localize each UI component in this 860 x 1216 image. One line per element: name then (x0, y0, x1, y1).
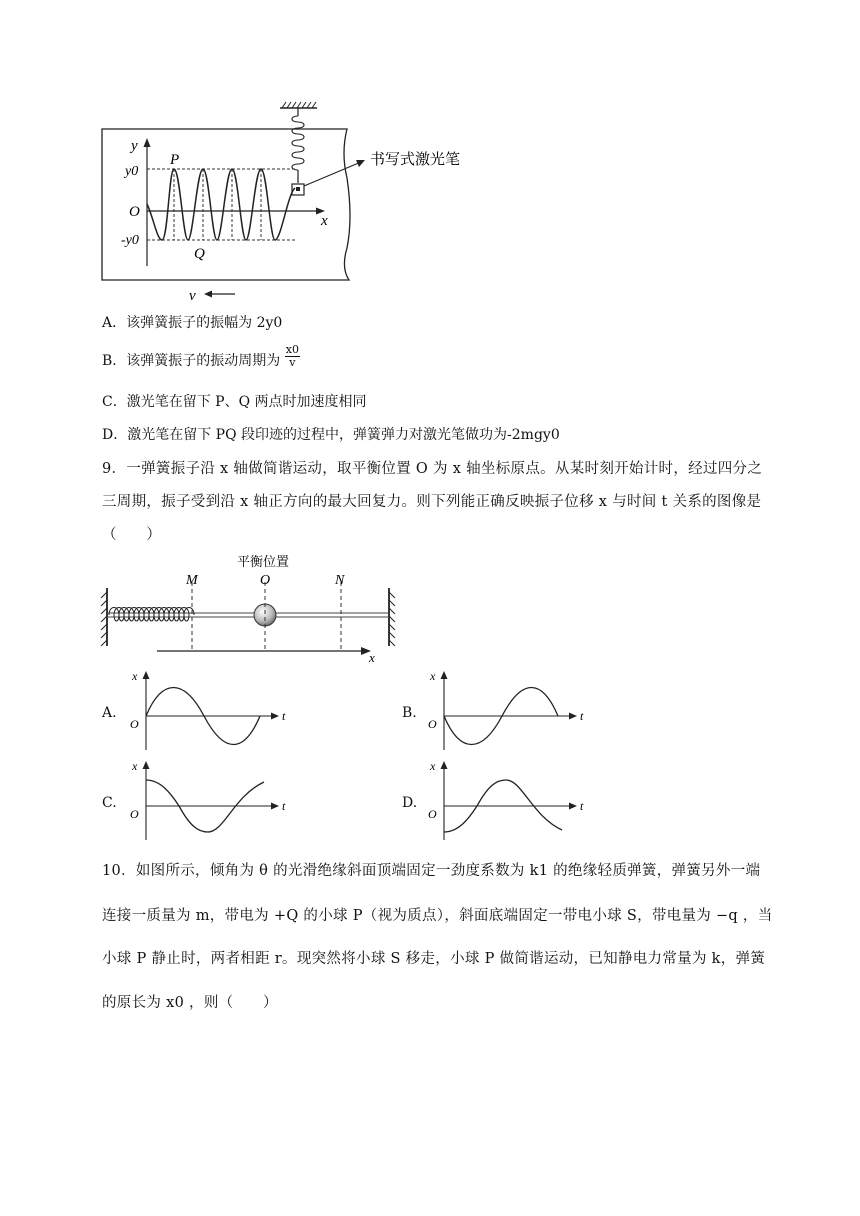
label-O2: O (260, 573, 271, 588)
q10-line-2: 连接一质量为 m，带电为 +Q 的小球 P（视为质点），斜面底端固定一带电小球 S，带电量为 −q ，当 (102, 908, 773, 924)
graph-a (124, 666, 304, 756)
q10-line-4: 的原长为 x0 ，则（ ） (102, 995, 278, 1011)
graph-d-t: t (580, 799, 584, 813)
label-M: M (186, 573, 198, 588)
q10-line-3: 小球 P 静止时，两者相距 r。现突然将小球 S 移走，小球 P 做简谐运动，已知静电力常量为 k，弹簧 (102, 951, 766, 967)
graph-c-o: O (130, 807, 139, 821)
callout-label: 书写式激光笔 (370, 152, 461, 168)
label-P: P (170, 152, 180, 168)
label-y0: y0 (125, 164, 139, 179)
q10-line-1: 10．如图所示，倾角为 θ 的光滑绝缘斜面顶端固定一劲度系数为 k1 的绝缘轻质弹簧，弹簧另外一端 (102, 863, 761, 879)
option-d: D．激光笔在留下 PQ 段印迹的过程中，弹簧弹力对激光笔做功为-2mgy0 (102, 427, 560, 443)
graph-d-o: O (428, 807, 437, 821)
graph-a-o: O (130, 717, 139, 731)
option-a: A．该弹簧振子的振幅为 2y0 (102, 315, 283, 331)
graph-b-x: x (430, 669, 436, 683)
fraction: $\frac{x0}{v}$ (285, 342, 299, 369)
graph-c-t: t (282, 799, 286, 813)
graph-a-letter: A. (102, 705, 117, 721)
graph-d (422, 756, 602, 846)
label-y: y (131, 138, 138, 154)
graph-b-o: O (428, 717, 437, 731)
label-neg-y0: -y0 (121, 233, 139, 248)
graph-d-letter: D. (402, 795, 418, 811)
figure-laser-spring (95, 98, 515, 303)
graph-c-letter: C. (102, 795, 117, 811)
graph-c-x: x (132, 759, 138, 773)
graph-b-t: t (580, 709, 584, 723)
label-balance: 平衡位置 (237, 554, 290, 569)
label-x: x (321, 213, 328, 229)
label-v: v (189, 288, 196, 303)
label-N: N (335, 573, 345, 588)
label-Q: Q (194, 246, 205, 262)
graph-c (124, 756, 304, 846)
option-c: C．激光笔在留下 P、Q 两点时加速度相同 (102, 394, 367, 410)
graph-d-x: x (430, 759, 436, 773)
option-b: B．该弹簧振子的振动周期为 $\frac{x0}{v}$ (102, 342, 299, 369)
graph-a-t: t (282, 709, 286, 723)
label-origin: O (129, 204, 140, 220)
figure-horizontal-spring (95, 550, 415, 665)
graph-b (422, 666, 602, 756)
q9-line-3: （ ） (102, 527, 162, 543)
graph-a-x: x (132, 669, 138, 683)
q9-line-1: 9．一弹簧振子沿 x 轴做简谐运动，取平衡位置 O 为 x 轴坐标原点。从某时刻开始计时，经过四分之 (102, 461, 763, 477)
label-x2: x (369, 650, 375, 665)
graph-b-letter: B. (402, 705, 417, 721)
q9-line-2: 三周期，振子受到沿 x 轴正方向的最大回复力。则下列能正确反映振子位移 x 与时间 t 关系的图像是 (102, 494, 762, 510)
